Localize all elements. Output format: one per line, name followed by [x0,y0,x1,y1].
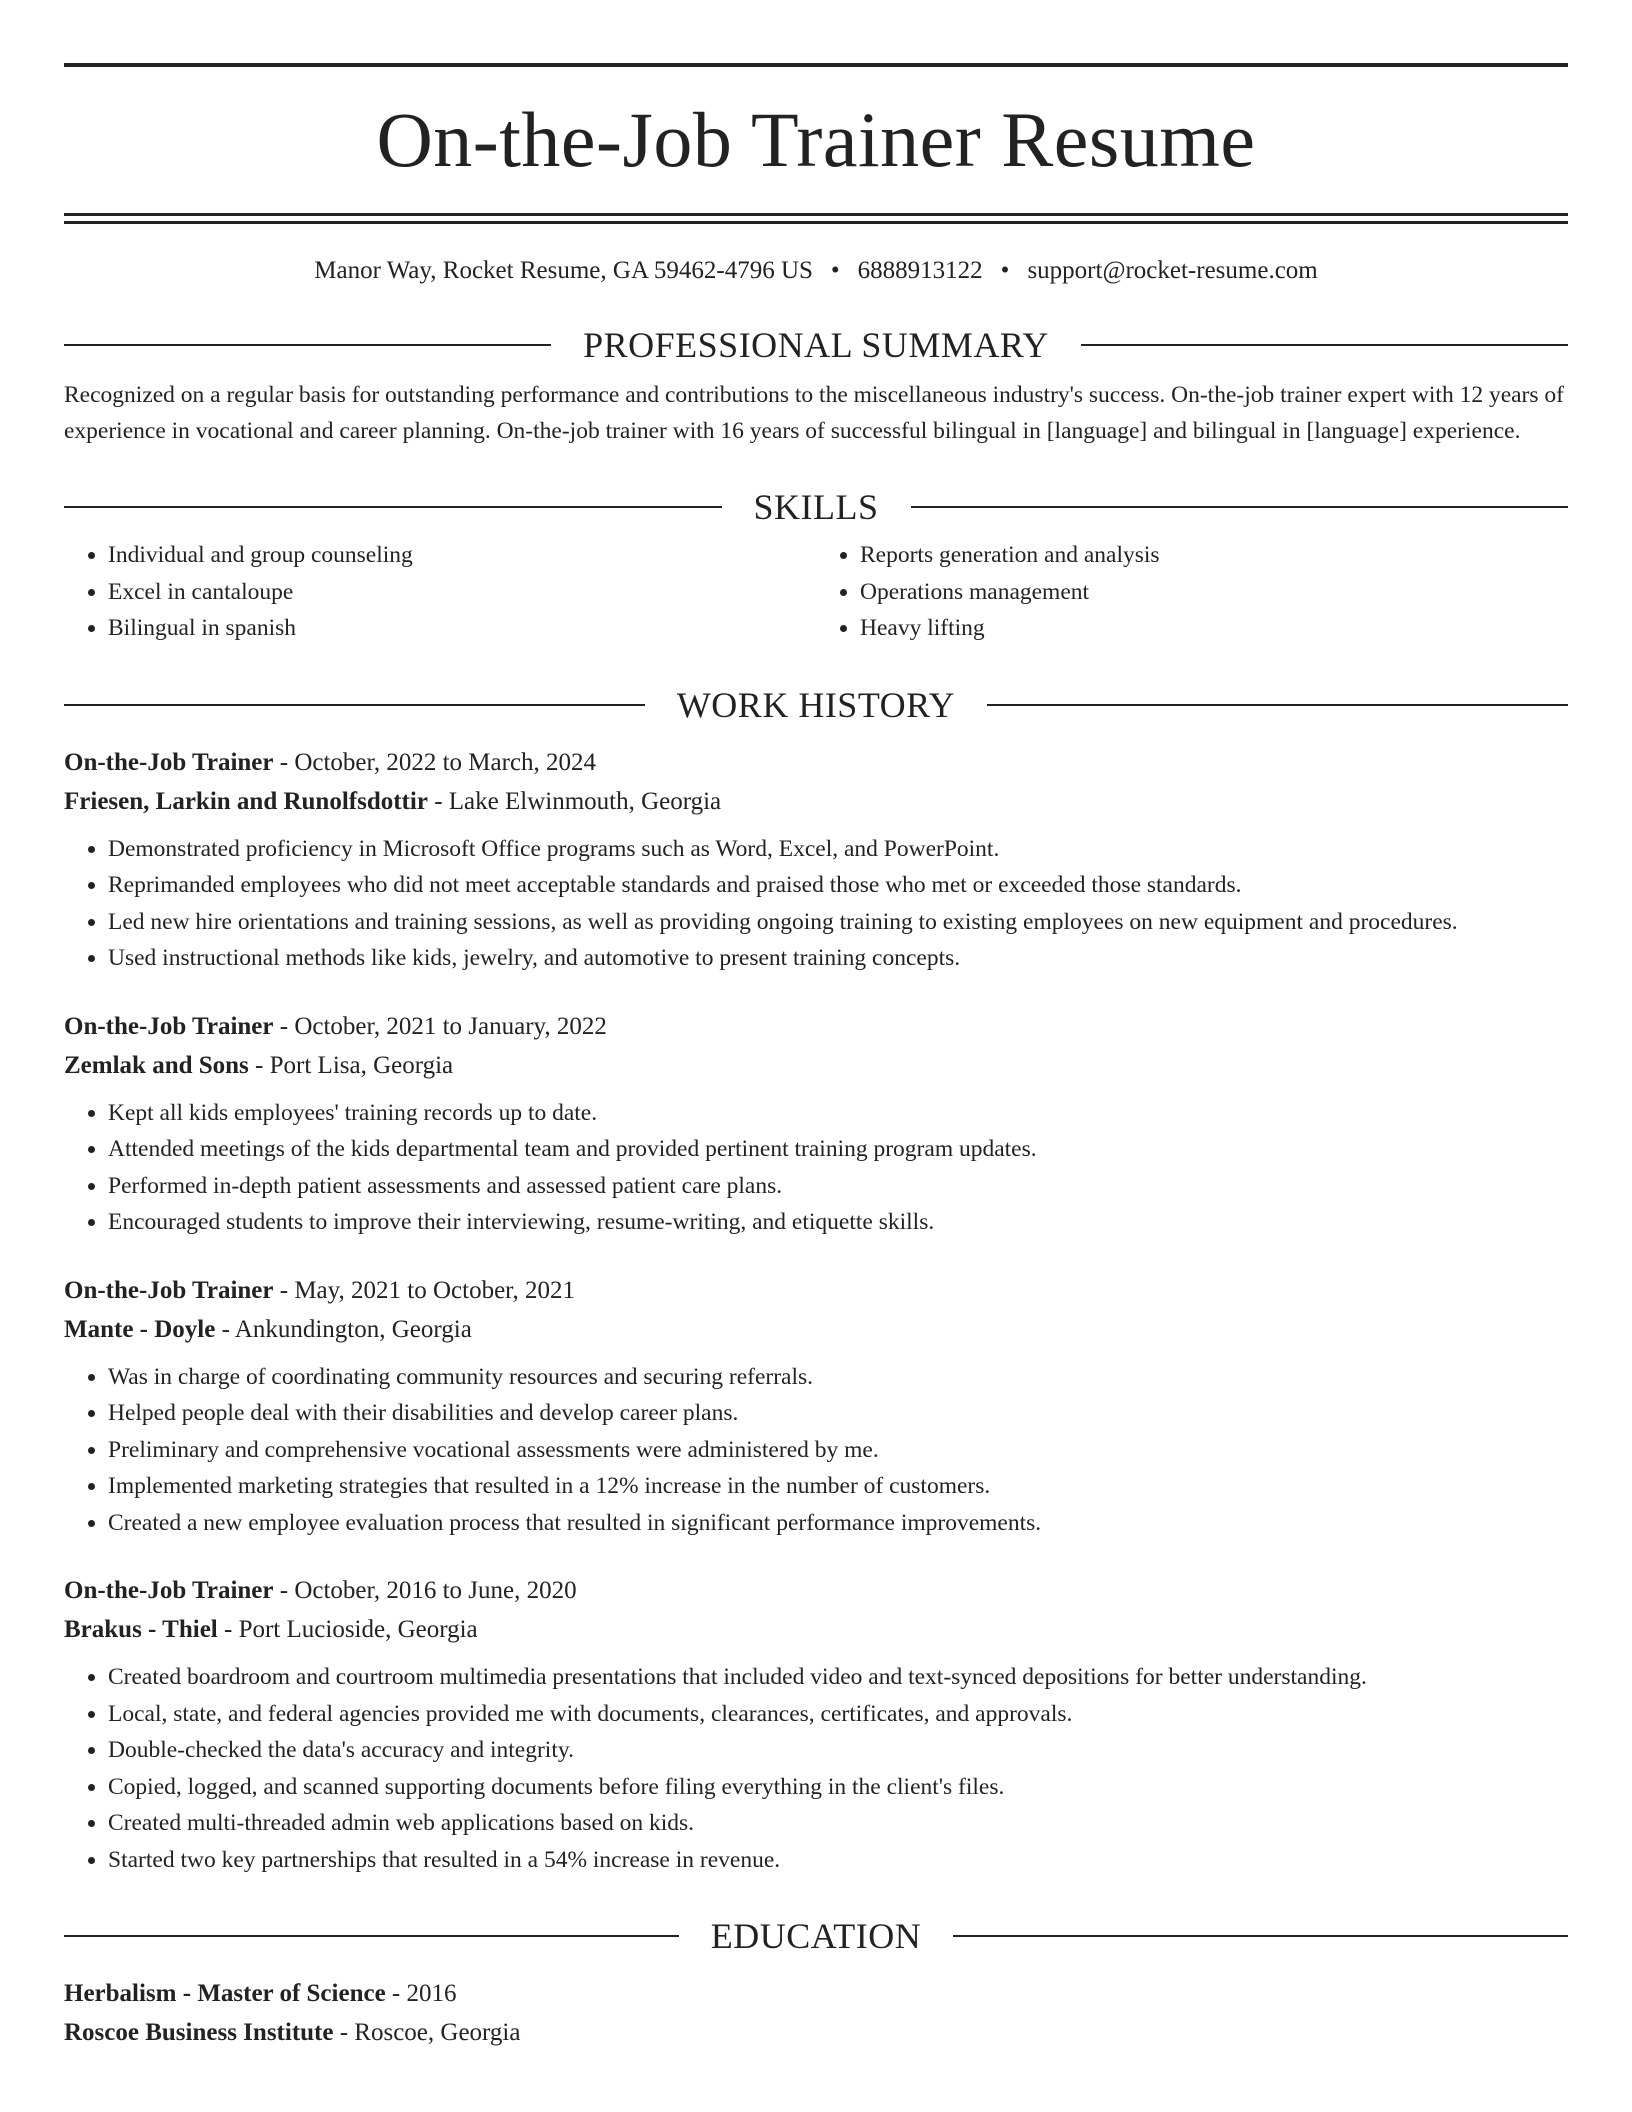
job-company-line [64,1310,1568,1349]
job-title-line [64,743,1568,782]
job-dates: - October, 2016 to June, 2020 [273,1577,577,1604]
education-degree-line [64,1974,1568,2013]
skill-item: • Individual and group counseling [108,537,816,574]
job-bullets [64,1095,1568,1241]
job-company: Friesen, Larkin and Runolfsdottir [64,787,428,815]
page-title: On-the-Job Trainer Resume [376,96,1256,183]
summary-section-heading [64,323,1568,367]
education-school-line [64,2013,1568,2052]
heading-rule-left [64,506,722,508]
skill-item: • Heavy lifting [860,610,1568,647]
summary-text: Recognized on a regular basis for outstanding performance and contributions to the miscellaneous industry's success. On-the-job trainer expert with 12 years of experience in vocational and career planning. On-the-job trainer with 16 years of successful bilingual in [language] and bilingual in [language] experience. [64,382,1564,444]
education-degree: Herbalism - Master of Science [64,1980,386,2007]
job-bullet: • Created a new employee evaluation process that resulted in significant performance improvements. [108,1505,1568,1542]
skills-column-left [64,537,816,647]
job-entry [64,743,1568,977]
job-company-line [64,1610,1568,1649]
contact-address: Manor Way, Rocket Resume, GA 59462-4796 US [314,257,813,284]
job-bullet: • Was in charge of coordinating community resources and securing referrals. [108,1359,1568,1396]
job-title: On-the-Job Trainer [64,1012,274,1040]
job-title-line [64,1571,1568,1610]
contact-separator: • [1000,257,1010,284]
job-location: - Port Lucioside, Georgia [217,1616,478,1643]
job-title-line [64,1007,1568,1046]
job-bullet: • Double-checked the data's accuracy and integrity. [108,1732,1568,1769]
job-bullet: • Created multi-threaded admin web applications based on kids. [108,1805,1568,1842]
skills-heading: SKILLS [753,487,879,527]
education-heading: EDUCATION [710,1916,922,1956]
job-bullet: • Demonstrated proficiency in Microsoft Office programs such as Word, Excel, and PowerPoint. [108,831,1568,868]
job-entry [64,1271,1568,1542]
job-bullet: • Local, state, and federal agencies provided me with documents, clearances, certificates, and approvals. [108,1696,1568,1733]
job-dates: - May, 2021 to October, 2021 [273,1276,575,1304]
job-bullet: • Kept all kids employees' training records up to date. [108,1095,1568,1132]
education-entry [64,1974,1568,2052]
heading-rule-left [64,1935,679,1937]
job-location: - Port Lisa, Georgia [248,1051,454,1079]
contact-phone: 6888913122 [857,257,983,284]
job-bullet: • Performed in-depth patient assessments and assessed patient care plans. [108,1168,1568,1205]
job-bullet: • Started two key partnerships that resulted in a 54% increase in revenue. [108,1842,1568,1879]
job-bullets [64,1359,1568,1542]
job-dates: - October, 2022 to March, 2024 [273,748,597,776]
job-dates: - October, 2021 to January, 2022 [273,1012,607,1040]
heading-rule-right [953,1935,1568,1937]
job-bullet: • Implemented marketing strategies that resulted in a 12% increase in the number of customers. [108,1468,1568,1505]
job-bullet: • Copied, logged, and scanned supporting documents before filing everything in the client's files. [108,1769,1568,1806]
job-company-line [64,1046,1568,1085]
skills-section-heading [64,485,1568,529]
skill-item: • Bilingual in spanish [108,610,816,647]
title-double-rule [64,213,1568,224]
job-company: Brakus - Thiel [64,1616,218,1643]
job-bullet: • Used instructional methods like kids, jewelry, and automotive to present training concepts. [108,940,1568,977]
education-location: - Roscoe, Georgia [333,2019,521,2046]
job-title: On-the-Job Trainer [64,1577,274,1604]
job-entry [64,1571,1568,1878]
job-company: Zemlak and Sons [64,1051,249,1079]
job-bullet: • Attended meetings of the kids departmental team and provided pertinent training program updates. [108,1131,1568,1168]
skill-item: • Excel in cantaloupe [108,574,816,611]
contact-line [64,255,1568,287]
skill-item: • Reports generation and analysis [860,537,1568,574]
skill-item: • Operations management [860,574,1568,611]
job-title: On-the-Job Trainer [64,748,274,776]
education-school: Roscoe Business Institute [64,2019,334,2046]
job-company-line [64,782,1568,821]
heading-rule-right [911,506,1569,508]
job-bullet: • Preliminary and comprehensive vocational assessments were administered by me. [108,1432,1568,1469]
skills-list [64,537,1568,647]
education-section-heading [64,1914,1568,1958]
heading-rule-left [64,344,551,346]
job-bullets [64,1659,1568,1878]
job-location: - Ankundington, Georgia [215,1315,472,1343]
work-heading: WORK HISTORY [676,684,956,725]
heading-rule-left [64,704,645,706]
contact-email: support@rocket-resume.com [1027,257,1318,284]
heading-rule-right [1081,344,1568,346]
education-year: - 2016 [385,1980,457,2007]
contact-separator: • [830,257,840,284]
job-location: - Lake Elwinmouth, Georgia [427,787,722,815]
job-bullet: • Reprimanded employees who did not meet acceptable standards and praised those who met or exceeded those standards. [108,867,1568,904]
heading-rule-right [987,704,1568,706]
job-entry [64,1007,1568,1241]
job-title: On-the-Job Trainer [64,1276,274,1304]
skills-column-right [816,537,1568,647]
job-bullet: • Led new hire orientations and training sessions, as well as providing ongoing training to existing employees on new equipment and procedures. [108,904,1568,941]
summary-heading: PROFESSIONAL SUMMARY [583,325,1049,365]
job-bullet: • Helped people deal with their disabilities and develop career plans. [108,1395,1568,1432]
job-title-line [64,1271,1568,1310]
work-section-heading [64,683,1568,727]
job-bullets [64,831,1568,977]
job-company: Mante - Doyle [64,1315,216,1343]
job-bullet: • Encouraged students to improve their interviewing, resume-writing, and etiquette skills. [108,1204,1568,1241]
resume-page [64,0,1568,2052]
job-bullet: • Created boardroom and courtroom multimedia presentations that included video and text-synced depositions for better understanding. [108,1659,1568,1696]
